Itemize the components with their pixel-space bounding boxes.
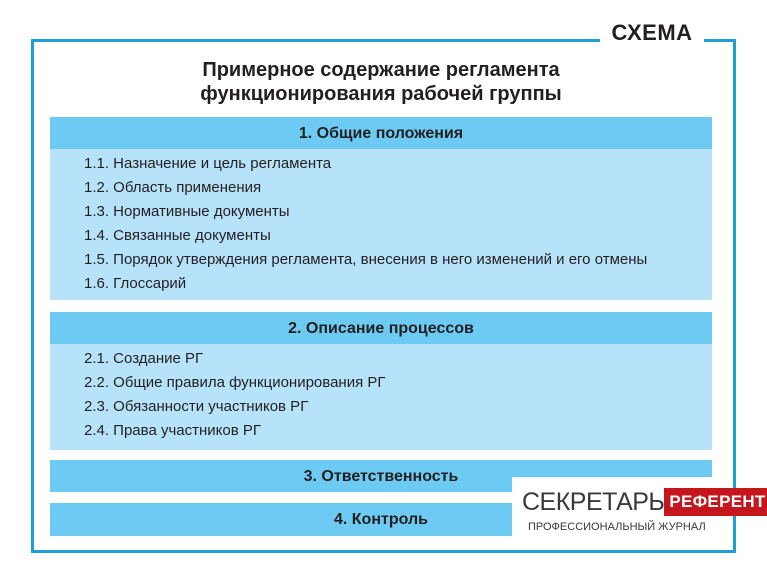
section-body bbox=[50, 149, 712, 300]
section-heading: 4. Контроль bbox=[50, 503, 712, 536]
logo-wordmark bbox=[522, 488, 767, 516]
section-general bbox=[50, 117, 712, 300]
list-item: 1.1. Назначение и цель регламента bbox=[84, 155, 332, 172]
logo-subtitle: ПРОФЕССИОНАЛЬНЫЙ ЖУРНАЛ bbox=[528, 521, 706, 533]
section-heading: 3. Ответственность bbox=[50, 460, 712, 492]
list-item: 1.2. Область применения bbox=[84, 179, 262, 196]
list-item: 1.6. Глоссарий bbox=[84, 275, 187, 292]
section-body bbox=[50, 344, 712, 450]
logo-badge: РЕФЕРЕНТ bbox=[664, 488, 767, 516]
list-item: 1.4. Связанные документы bbox=[84, 227, 271, 244]
section-processes bbox=[50, 312, 712, 450]
journal-logo bbox=[512, 477, 766, 542]
list-item: 2.4. Права участников РГ bbox=[84, 422, 261, 439]
section-heading: 1. Общие положения bbox=[50, 117, 712, 149]
title-line: функционирования рабочей группы bbox=[200, 83, 562, 105]
scheme-tag: СХЕМА bbox=[600, 18, 704, 52]
list-item: 2.3. Обязанности участников РГ bbox=[84, 398, 309, 415]
section-heading: 2. Описание процессов bbox=[50, 312, 712, 344]
list-item: 1.3. Нормативные документы bbox=[84, 203, 290, 220]
list-item: 2.2. Общие правила функционирования РГ bbox=[84, 374, 386, 391]
page-title bbox=[50, 58, 712, 106]
list-item: 1.5. Порядок утверждения регламента, внесения в него изменений и его отмены bbox=[84, 251, 648, 268]
list-item: 2.1. Создание РГ bbox=[84, 350, 204, 367]
logo-word: СЕКРЕТАРЬ bbox=[522, 488, 665, 516]
title-line: Примерное содержание регламента bbox=[202, 59, 560, 81]
